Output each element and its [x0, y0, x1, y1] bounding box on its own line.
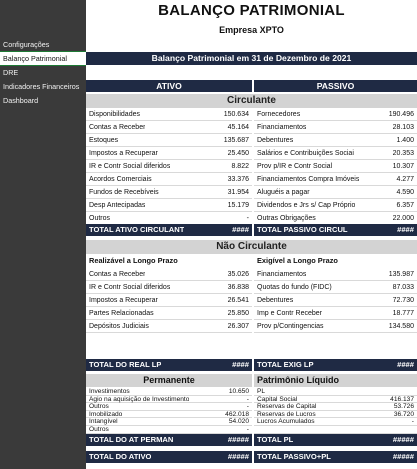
table-row[interactable] — [86, 147, 252, 160]
row-value: 18.777 — [392, 310, 414, 317]
column-header-ativo: ATIVO — [86, 80, 252, 92]
total-passivo-circulante — [254, 224, 417, 236]
subhead-label: Realizável a Longo Prazo — [89, 256, 178, 265]
total-label: TOTAL PASSIVO+PL — [257, 452, 331, 461]
table-row[interactable] — [86, 320, 252, 333]
section-title-nao-circulante: Não Circulante — [86, 240, 417, 254]
row-value: 8.822 — [231, 163, 249, 170]
table-row[interactable] — [254, 418, 417, 426]
company-name: Empresa XPTO — [219, 25, 284, 35]
row-label: Prov p/Contingencias — [257, 323, 324, 330]
sidebar — [0, 0, 86, 469]
row-value: 53.726 — [393, 403, 414, 411]
table-row[interactable] — [86, 134, 252, 147]
total-label: TOTAL ATIVO CIRCULANT — [89, 225, 185, 234]
table-row[interactable] — [254, 307, 417, 320]
row-label: Debentures — [257, 297, 294, 304]
row-value: 22.000 — [392, 215, 414, 222]
row-value: 54.020 — [228, 418, 249, 426]
total-label: TOTAL DO AT PERMAN — [89, 435, 174, 444]
row-value: 134.580 — [388, 323, 414, 330]
row-label: Fornecedores — [257, 111, 301, 118]
table-row[interactable] — [254, 320, 417, 333]
row-value: 26.541 — [227, 297, 249, 304]
row-label: IR e Contr Social diferidos — [89, 163, 171, 170]
sidebar-item-indicadores-financeiros[interactable]: Indicadores Financeiros — [3, 82, 80, 91]
total-value: ##### — [392, 435, 414, 444]
row-value: 4.590 — [396, 189, 414, 196]
row-label: Acordos Comerciais — [89, 176, 152, 183]
total-passivo-pl — [254, 451, 417, 463]
table-row[interactable] — [86, 186, 252, 199]
row-value: - — [246, 426, 249, 433]
row-label: PL — [257, 388, 266, 395]
row-label: Fundos de Recebíveis — [89, 189, 159, 196]
row-label: Financiamentos Compra Imóveis — [257, 176, 360, 183]
row-value: 33.376 — [227, 176, 249, 183]
table-row[interactable] — [86, 294, 252, 307]
total-do-ativo — [86, 451, 252, 463]
row-label: Disponibilidades — [89, 111, 140, 118]
total-label: TOTAL EXIG LP — [257, 360, 314, 369]
table-row[interactable] — [254, 134, 417, 147]
table-row[interactable] — [86, 108, 252, 121]
row-value: 36.720 — [393, 410, 414, 418]
subhead-exigivel-longo-prazo — [254, 255, 417, 267]
row-value: 416.137 — [390, 395, 414, 403]
row-value: 25.850 — [227, 310, 249, 317]
row-value: 72.730 — [392, 297, 414, 304]
row-value: 26.307 — [227, 323, 249, 330]
table-row[interactable] — [254, 268, 417, 281]
column-header-passivo: PASSIVO — [254, 80, 417, 92]
row-label: Quotas do fundo (FIDC) — [257, 284, 332, 291]
row-label: IR e Contr Social diferidos — [89, 284, 171, 291]
table-row[interactable] — [254, 108, 417, 121]
row-label: Aluguéis a pagar — [257, 189, 310, 196]
row-label: Financiamentos — [257, 124, 307, 131]
row-label: Financiamentos — [257, 271, 307, 278]
row-label: Depósitos Judiciais — [89, 323, 149, 330]
table-row[interactable] — [86, 403, 252, 411]
sidebar-item-configuracoes[interactable]: Configurações — [3, 40, 50, 49]
total-exigivel-lp — [254, 359, 417, 371]
statement-date-banner: Balanço Patrimonial em 31 de Dezembro de 2021 — [86, 52, 417, 65]
sidebar-item-dre[interactable]: DRE — [3, 68, 19, 77]
table-row[interactable] — [86, 173, 252, 186]
row-label: Prov p/IR e Contr Social — [257, 163, 333, 170]
sidebar-item-balanco-patrimonial[interactable]: Balanço Patrimonial — [0, 52, 86, 65]
row-value: 10.650 — [228, 388, 249, 395]
section-title-circulante: Circulante — [86, 94, 417, 108]
row-value: 150.634 — [223, 111, 249, 118]
row-label: Estoques — [89, 137, 119, 144]
subhead-label: Exigível a Longo Prazo — [257, 256, 338, 265]
row-value: 6.357 — [396, 202, 414, 209]
balance-sheet — [86, 0, 417, 469]
table-row[interactable] — [254, 199, 417, 212]
row-value: 462.018 — [225, 410, 249, 418]
row-label: Outros — [89, 403, 109, 411]
total-label: TOTAL PL — [257, 435, 294, 444]
row-value: 135.987 — [388, 271, 414, 278]
row-label: Capital Social — [257, 395, 298, 403]
total-patrimonio-liquido — [254, 434, 417, 446]
row-label: Impostos a Recuperar — [89, 297, 158, 304]
table-row[interactable] — [254, 396, 417, 404]
row-value: 135.687 — [223, 137, 249, 144]
table-row[interactable] — [86, 396, 252, 404]
total-value: ##### — [227, 452, 249, 461]
total-value: #### — [232, 225, 249, 234]
row-label: Outros — [89, 215, 111, 222]
row-value: 20.353 — [392, 150, 414, 157]
row-label: Imobilizado — [89, 410, 123, 418]
row-value: 25.450 — [227, 150, 249, 157]
total-realizavel-lp — [86, 359, 252, 371]
row-label: Investimentos — [89, 388, 130, 395]
total-value: #### — [232, 360, 249, 369]
total-value: #### — [397, 360, 414, 369]
total-label: TOTAL PASSIVO CIRCUL — [257, 225, 348, 234]
row-value: 45.164 — [227, 124, 249, 131]
table-row[interactable] — [254, 411, 417, 419]
table-row[interactable] — [86, 411, 252, 419]
table-row[interactable] — [254, 426, 417, 434]
table-row[interactable] — [86, 268, 252, 281]
row-value: 31.954 — [227, 189, 249, 196]
total-ativo-circulante — [86, 224, 252, 236]
row-label: Reservas de Capital — [257, 403, 317, 411]
section-title-permanente: Permanente — [86, 374, 252, 387]
table-row[interactable] — [254, 160, 417, 173]
table-row[interactable] — [254, 281, 417, 294]
row-label: Ágio na aquisição de Investimento — [89, 395, 190, 403]
total-label: TOTAL DO ATIVO — [89, 452, 152, 461]
page-title: BALANÇO PATRIMONIAL — [158, 2, 345, 19]
table-row[interactable] — [254, 294, 417, 307]
total-ativo-permanente — [86, 434, 252, 446]
row-label: Imp e Contr Receber — [257, 310, 322, 317]
section-title-patrimonio-liquido: Patrimônio Líquido — [254, 374, 417, 387]
row-label: Dividendos e Jrs s/ Cap Próprio — [257, 202, 356, 209]
row-label: Impostos a Recuperar — [89, 150, 158, 157]
table-row[interactable] — [254, 121, 417, 134]
row-value: 36.838 — [227, 284, 249, 291]
row-value: 190.496 — [388, 111, 414, 118]
row-value: 87.033 — [392, 284, 414, 291]
row-label: Salários e Contribuições Sociai — [257, 150, 354, 157]
total-value: #### — [397, 225, 414, 234]
row-value: 4.277 — [396, 176, 414, 183]
row-value: 28.103 — [392, 124, 414, 131]
table-row[interactable] — [86, 418, 252, 426]
table-row[interactable] — [86, 281, 252, 294]
row-value: - — [246, 215, 249, 222]
table-row[interactable] — [254, 186, 417, 199]
total-value: ##### — [392, 452, 414, 461]
table-row[interactable] — [86, 388, 252, 396]
row-value: 10.307 — [392, 163, 414, 170]
table-row[interactable] — [86, 160, 252, 173]
row-label: Outras Obrigações — [257, 215, 316, 222]
row-label: Desp Antecipadas — [89, 202, 146, 209]
row-label: Contas a Receber — [89, 271, 146, 278]
row-label: Intangível — [89, 418, 118, 426]
row-label: Reservas de Lucros — [257, 410, 316, 418]
sidebar-item-dashboard[interactable]: Dashboard — [3, 96, 39, 105]
row-label: Contas a Receber — [89, 124, 146, 131]
row-label: Partes Relacionadas — [89, 310, 154, 317]
row-value: - — [246, 403, 249, 411]
row-value: 35.026 — [227, 271, 249, 278]
row-value: 1.400 — [396, 137, 414, 144]
row-value: 15.179 — [227, 202, 249, 209]
row-label: Lucros Acumulados — [257, 418, 315, 426]
subhead-realizavel-longo-prazo — [86, 255, 252, 267]
table-row[interactable] — [254, 173, 417, 186]
table-row[interactable] — [254, 403, 417, 411]
table-row[interactable] — [86, 307, 252, 320]
table-row[interactable] — [86, 426, 252, 434]
total-label: TOTAL DO REAL LP — [89, 360, 162, 369]
row-label: Debentures — [257, 137, 294, 144]
table-row[interactable] — [254, 388, 417, 396]
row-label: Outros — [89, 426, 109, 433]
row-value: - — [246, 395, 249, 403]
total-value: ##### — [227, 435, 249, 444]
table-row[interactable] — [86, 199, 252, 212]
row-value: - — [411, 418, 414, 426]
table-row[interactable] — [86, 121, 252, 134]
table-row[interactable] — [254, 147, 417, 160]
